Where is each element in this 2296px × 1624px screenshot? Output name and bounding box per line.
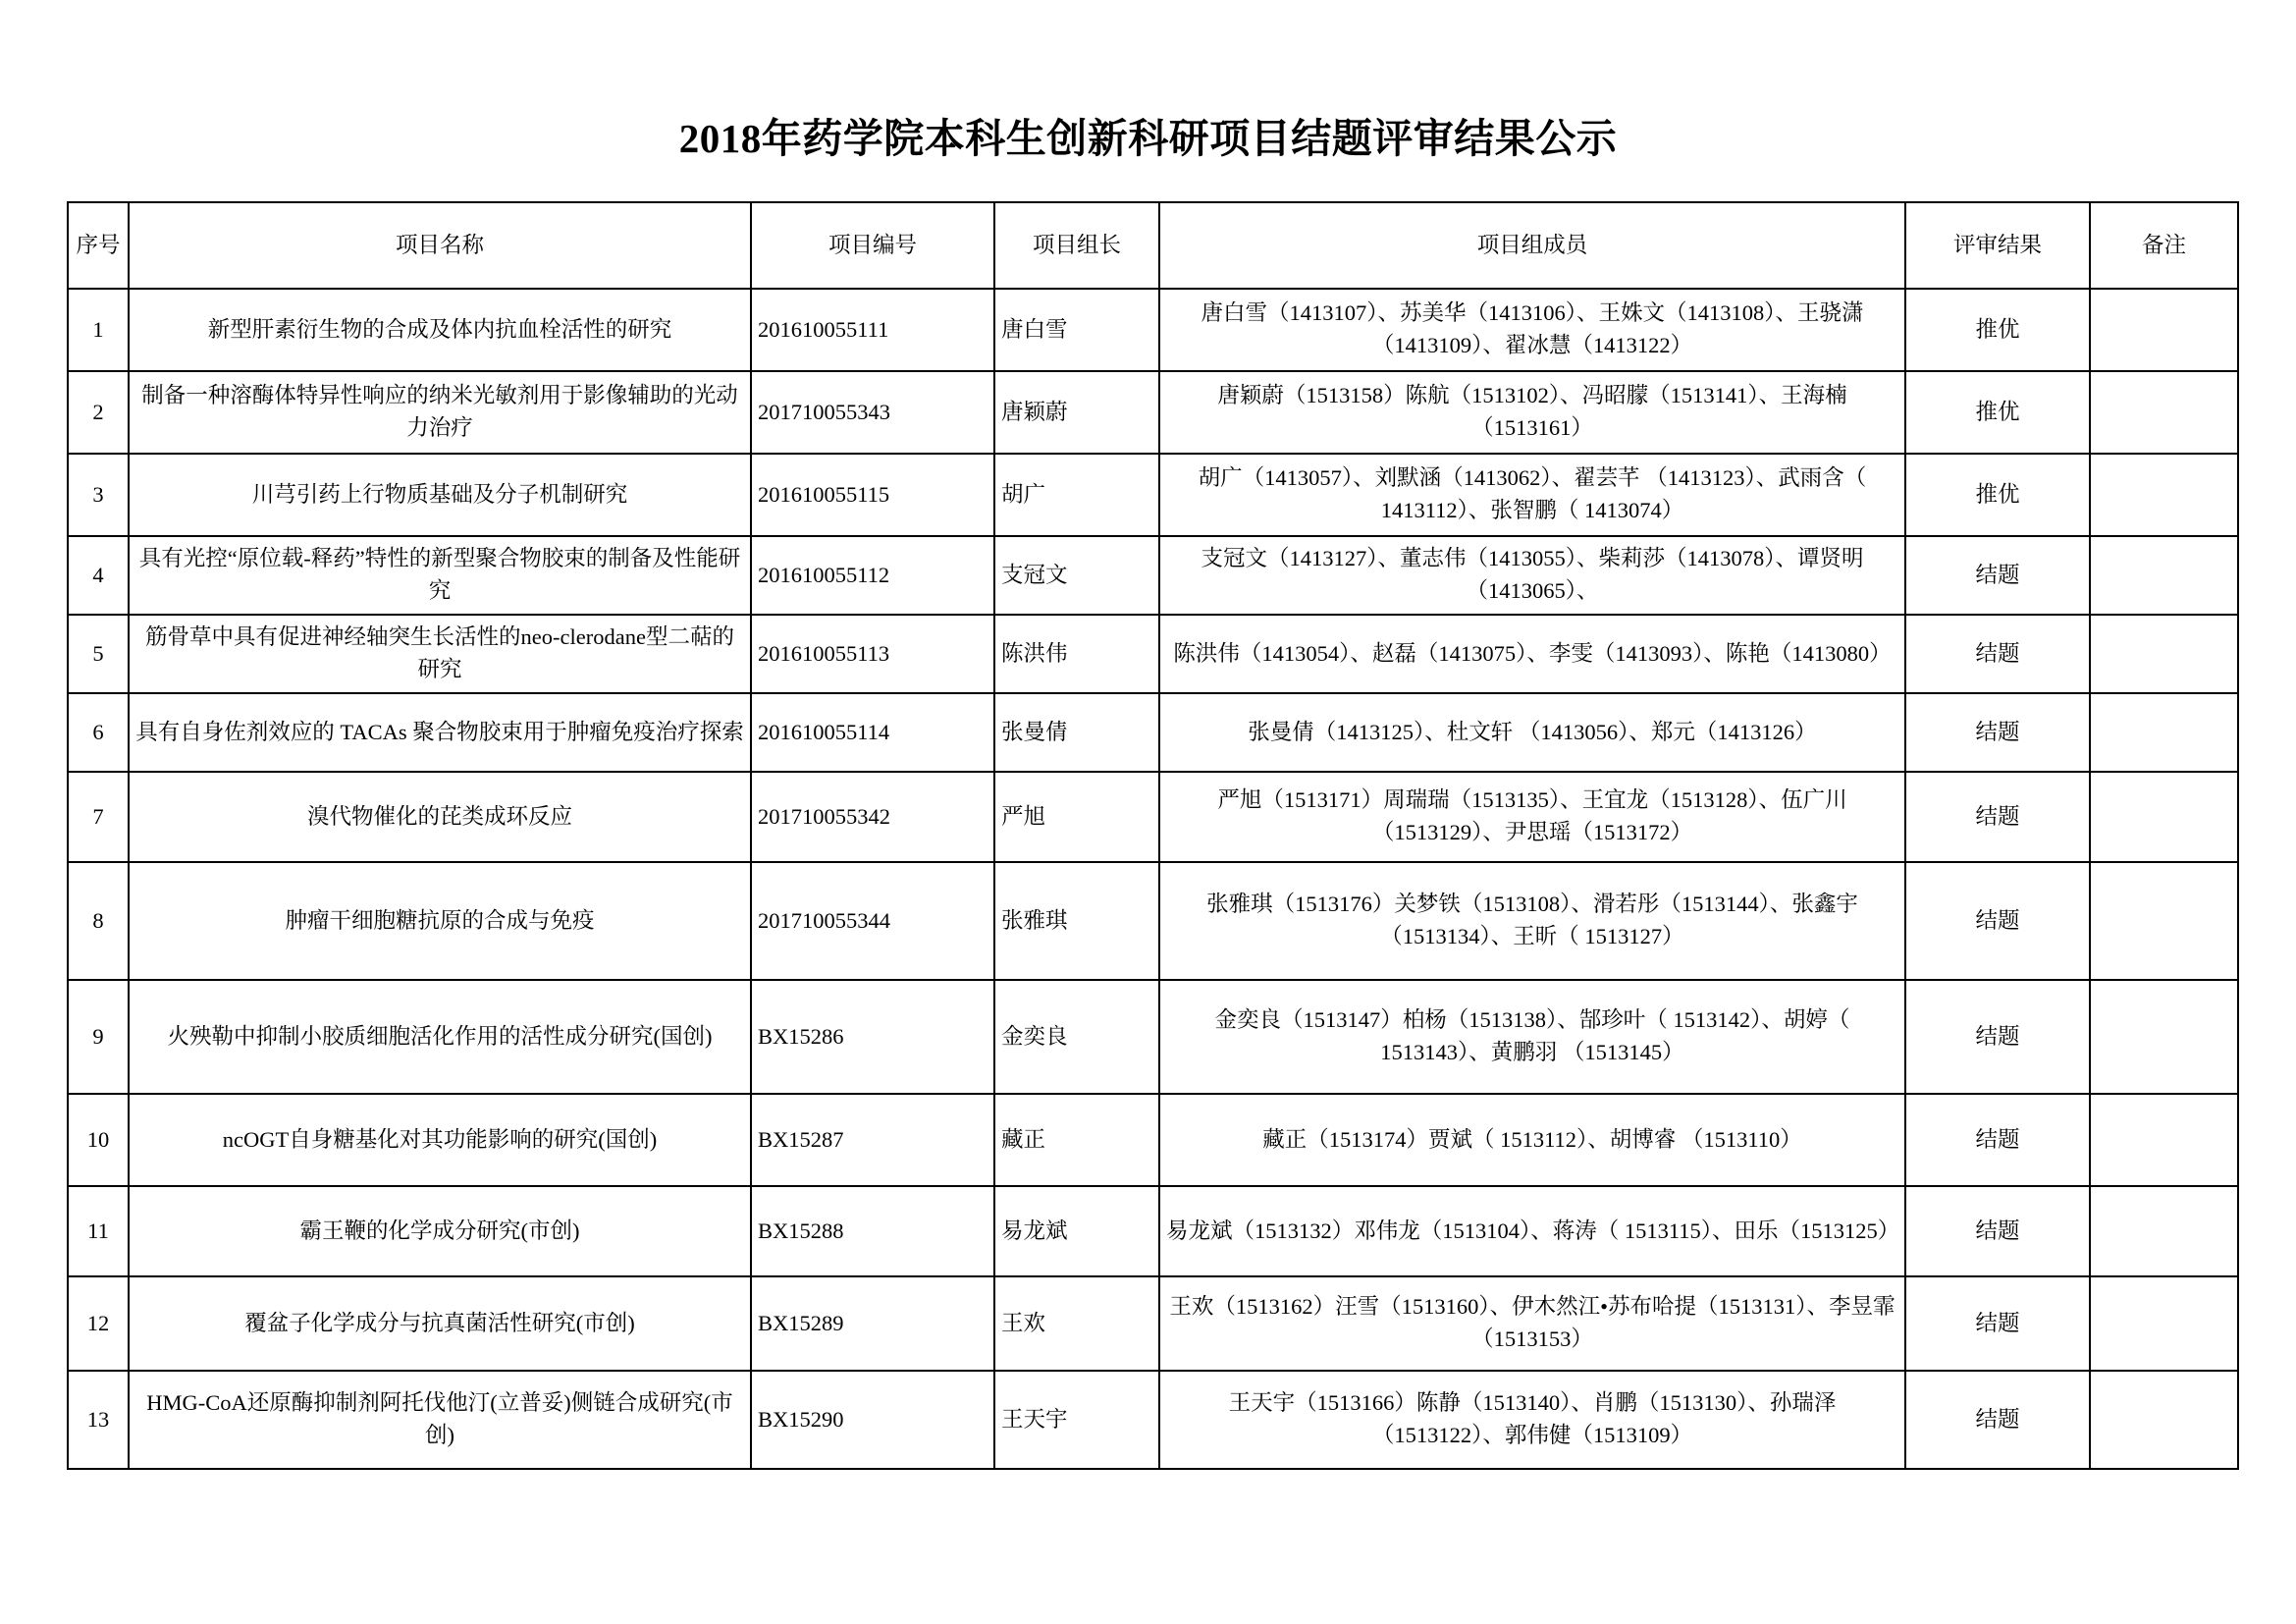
- cell-code: 201610055111: [751, 289, 994, 371]
- cell-leader: 唐白雪: [994, 289, 1159, 371]
- table-row: [68, 615, 2238, 693]
- table-row: [68, 1094, 2238, 1186]
- cell-note: [2090, 371, 2238, 454]
- cell-members: 唐颖蔚（1513158）陈航（1513102）、冯昭朦（1513141）、王海楠（1513161）: [1159, 371, 1905, 454]
- cell-code: BX15289: [751, 1276, 994, 1371]
- table-row: [68, 862, 2238, 980]
- cell-code: BX15290: [751, 1371, 994, 1469]
- table-row: [68, 454, 2238, 536]
- cell-seq: 6: [68, 693, 129, 772]
- cell-members: 严旭（1513171）周瑞瑞（1513135）、王宜龙（1513128）、伍广川（1513129）、尹思瑶（1513172）: [1159, 772, 1905, 862]
- cell-result: 结题: [1905, 1276, 2090, 1371]
- cell-leader: 张曼倩: [994, 693, 1159, 772]
- column-header-code: 项目编号: [751, 202, 994, 289]
- cell-leader: 张雅琪: [994, 862, 1159, 980]
- table-row: [68, 371, 2238, 454]
- cell-result: 结题: [1905, 772, 2090, 862]
- cell-seq: 10: [68, 1094, 129, 1186]
- column-header-seq: 序号: [68, 202, 129, 289]
- cell-members: 藏正（1513174）贾斌（ 1513112）、胡博睿 （1513110）: [1159, 1094, 1905, 1186]
- cell-leader: 胡广: [994, 454, 1159, 536]
- cell-name: 川芎引药上行物质基础及分子机制研究: [129, 454, 751, 536]
- column-header-members: 项目组成员: [1159, 202, 1905, 289]
- cell-seq: 9: [68, 980, 129, 1094]
- cell-name: 新型肝素衍生物的合成及体内抗血栓活性的研究: [129, 289, 751, 371]
- cell-members: 王天宇（1513166）陈静（1513140）、肖鹏（1513130）、孙瑞泽（1513122）、郭伟健（1513109）: [1159, 1371, 1905, 1469]
- table-header: [68, 202, 2238, 289]
- cell-result: 结题: [1905, 536, 2090, 615]
- cell-name: HMG-CoA还原酶抑制剂阿托伐他汀(立普妥)侧链合成研究(市创): [129, 1371, 751, 1469]
- cell-name: 霸王鞭的化学成分研究(市创): [129, 1186, 751, 1276]
- page-title: 2018年药学院本科生创新科研项目结题评审结果公示: [678, 116, 1618, 161]
- cell-seq: 13: [68, 1371, 129, 1469]
- cell-note: [2090, 289, 2238, 371]
- cell-name: 肿瘤干细胞糖抗原的合成与免疫: [129, 862, 751, 980]
- cell-name: 具有自身佐剂效应的 TACAs 聚合物胶束用于肿瘤免疫治疗探索: [129, 693, 751, 772]
- cell-members: 张雅琪（1513176）关梦铁（1513108）、滑若彤（1513144）、张鑫宇 （1513134）、王昕（ 1513127）: [1159, 862, 1905, 980]
- cell-seq: 2: [68, 371, 129, 454]
- cell-note: [2090, 980, 2238, 1094]
- column-header-result: 评审结果: [1905, 202, 2090, 289]
- cell-result: 结题: [1905, 1094, 2090, 1186]
- cell-seq: 7: [68, 772, 129, 862]
- cell-members: 易龙斌（1513132）邓伟龙（1513104）、蒋涛（ 1513115）、田乐（1513125）: [1159, 1186, 1905, 1276]
- cell-seq: 8: [68, 862, 129, 980]
- cell-seq: 4: [68, 536, 129, 615]
- table-row: [68, 693, 2238, 772]
- cell-members: 支冠文（1413127）、董志伟（1413055）、柴莉莎（1413078）、谭贤明（1413065）、: [1159, 536, 1905, 615]
- cell-code: BX15287: [751, 1094, 994, 1186]
- table-header-row: [68, 202, 2238, 289]
- cell-result: 推优: [1905, 454, 2090, 536]
- cell-note: [2090, 772, 2238, 862]
- cell-name: 筋骨草中具有促进神经轴突生长活性的neo-clerodane型二萜的研究: [129, 615, 751, 693]
- cell-name: 具有光控“原位载-释药”特性的新型聚合物胶束的制备及性能研究: [129, 536, 751, 615]
- cell-result: 推优: [1905, 371, 2090, 454]
- cell-seq: 5: [68, 615, 129, 693]
- results-table-container: [67, 201, 2237, 1470]
- cell-note: [2090, 1094, 2238, 1186]
- cell-leader: 陈洪伟: [994, 615, 1159, 693]
- table-row: [68, 1276, 2238, 1371]
- column-header-note: 备注: [2090, 202, 2238, 289]
- cell-leader: 严旭: [994, 772, 1159, 862]
- cell-leader: 支冠文: [994, 536, 1159, 615]
- cell-note: [2090, 1371, 2238, 1469]
- cell-note: [2090, 1186, 2238, 1276]
- cell-members: 唐白雪（1413107）、苏美华（1413106）、王姝文（1413108）、王骁潇（1413109）、翟冰慧（1413122）: [1159, 289, 1905, 371]
- table-row: [68, 1371, 2238, 1469]
- table-row: [68, 1186, 2238, 1276]
- cell-members: 胡广（1413057）、刘默涵（1413062）、翟芸芊 （1413123）、武雨含（ 1413112）、张智鹏（ 1413074）: [1159, 454, 1905, 536]
- cell-seq: 12: [68, 1276, 129, 1371]
- cell-name: 溴代物催化的芘类成环反应: [129, 772, 751, 862]
- cell-code: 201710055344: [751, 862, 994, 980]
- cell-name: 覆盆子化学成分与抗真菌活性研究(市创): [129, 1276, 751, 1371]
- cell-code: 201610055112: [751, 536, 994, 615]
- cell-note: [2090, 1276, 2238, 1371]
- cell-note: [2090, 862, 2238, 980]
- cell-leader: 唐颖蔚: [994, 371, 1159, 454]
- cell-name: 火殃勒中抑制小胶质细胞活化作用的活性成分研究(国创): [129, 980, 751, 1094]
- cell-result: 结题: [1905, 1186, 2090, 1276]
- cell-members: 金奕良（1513147）柏杨（1513138）、郜珍叶（ 1513142）、胡婷（ 1513143）、黄鹏羽 （1513145）: [1159, 980, 1905, 1094]
- column-header-leader: 项目组长: [994, 202, 1159, 289]
- cell-name: ncOGT自身糖基化对其功能影响的研究(国创): [129, 1094, 751, 1186]
- cell-seq: 3: [68, 454, 129, 536]
- table-row: [68, 289, 2238, 371]
- cell-leader: 金奕良: [994, 980, 1159, 1094]
- cell-note: [2090, 693, 2238, 772]
- cell-result: 结题: [1905, 1371, 2090, 1469]
- cell-result: 推优: [1905, 289, 2090, 371]
- cell-code: 201610055114: [751, 693, 994, 772]
- cell-note: [2090, 454, 2238, 536]
- cell-note: [2090, 615, 2238, 693]
- table-row: [68, 980, 2238, 1094]
- cell-note: [2090, 536, 2238, 615]
- table-row: [68, 536, 2238, 615]
- results-table: [67, 201, 2239, 1470]
- cell-result: 结题: [1905, 615, 2090, 693]
- cell-seq: 11: [68, 1186, 129, 1276]
- cell-result: 结题: [1905, 693, 2090, 772]
- cell-result: 结题: [1905, 980, 2090, 1094]
- cell-seq: 1: [68, 289, 129, 371]
- cell-members: 陈洪伟（1413054）、赵磊（1413075）、李雯（1413093）、陈艳（1413080）: [1159, 615, 1905, 693]
- cell-code: 201610055115: [751, 454, 994, 536]
- cell-members: 张曼倩（1413125）、杜文轩 （1413056）、郑元（1413126）: [1159, 693, 1905, 772]
- cell-code: BX15286: [751, 980, 994, 1094]
- table-body: [68, 289, 2238, 1469]
- cell-result: 结题: [1905, 862, 2090, 980]
- column-header-name: 项目名称: [129, 202, 751, 289]
- cell-code: 201710055342: [751, 772, 994, 862]
- cell-name: 制备一种溶酶体特异性响应的纳米光敏剂用于影像辅助的光动力治疗: [129, 371, 751, 454]
- cell-leader: 藏正: [994, 1094, 1159, 1186]
- cell-code: 201610055113: [751, 615, 994, 693]
- cell-leader: 王天宇: [994, 1371, 1159, 1469]
- cell-leader: 王欢: [994, 1276, 1159, 1371]
- cell-code: BX15288: [751, 1186, 994, 1276]
- table-row: [68, 772, 2238, 862]
- cell-code: 201710055343: [751, 371, 994, 454]
- cell-leader: 易龙斌: [994, 1186, 1159, 1276]
- cell-members: 王欢（1513162）汪雪（1513160）、伊木然江•苏布哈提（1513131）、李昱霏 （1513153）: [1159, 1276, 1905, 1371]
